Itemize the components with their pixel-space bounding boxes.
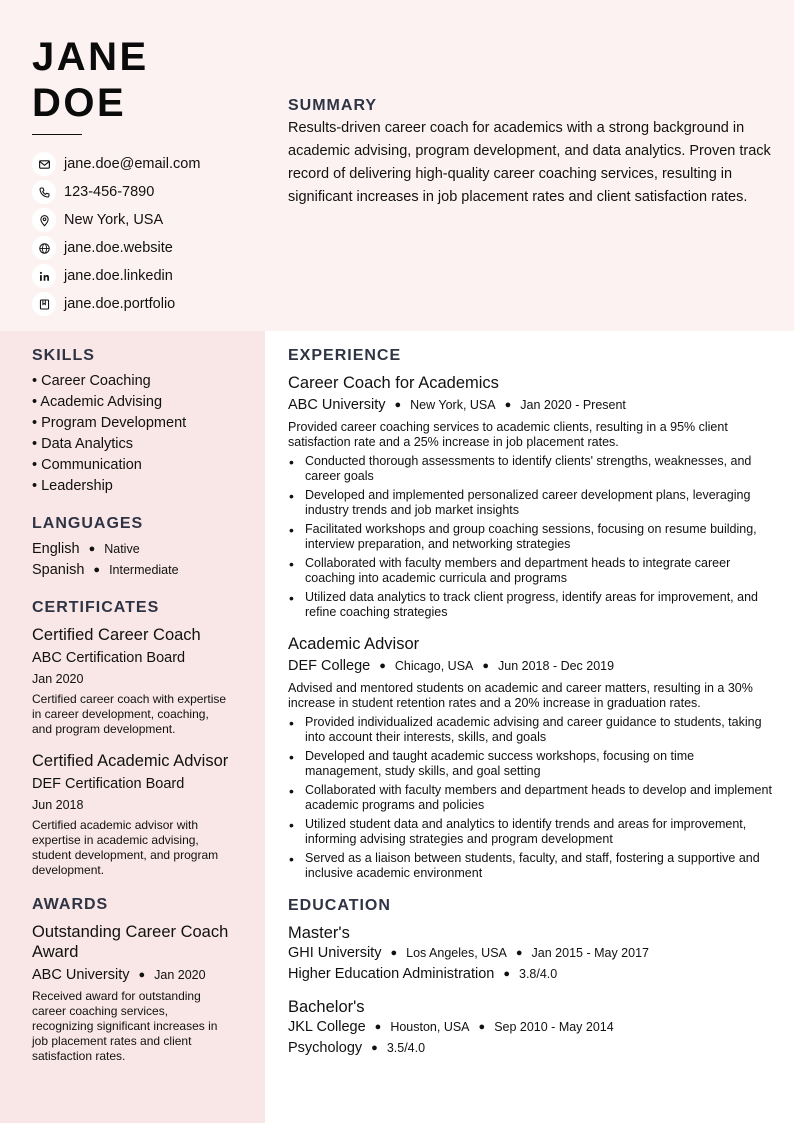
- contact-portfolio[interactable]: [32, 290, 200, 318]
- awards-heading: AWARDS: [32, 896, 109, 913]
- list-item: • Conducted thorough assessments to identify clients' strengths, weaknesses, and career goals: [288, 454, 773, 484]
- globe-icon: [32, 236, 56, 260]
- language-level: Intermediate: [109, 563, 179, 577]
- certificate-item: [32, 751, 232, 878]
- list-item: • Collaborated with faculty members and department heads to integrate career coaching into academic curricula and programs: [288, 556, 773, 586]
- language-row: [32, 539, 232, 560]
- education-section: [288, 897, 773, 1059]
- contact-email[interactable]: [32, 150, 200, 178]
- job-title: Academic Advisor: [288, 635, 420, 653]
- list-item: • Leadership: [32, 478, 113, 494]
- separator-dot: ●: [138, 969, 146, 981]
- education-school: GHI University: [288, 945, 382, 961]
- job-location: Chicago, USA: [394, 659, 474, 673]
- language-level: Native: [104, 542, 140, 556]
- language-name: English: [32, 541, 80, 557]
- contact-linkedin[interactable]: [32, 262, 200, 290]
- education-item: [288, 997, 773, 1059]
- contact-location-text: New York, USA: [64, 212, 164, 228]
- education-location: Houston, USA: [390, 1020, 470, 1034]
- languages-section: [32, 515, 232, 581]
- education-dates: Jan 2015 - May 2017: [531, 946, 649, 960]
- list-item: • Career Coaching: [32, 373, 151, 389]
- job-bullets: [288, 715, 773, 881]
- certificates-section: [32, 599, 232, 878]
- contact-portfolio-text: jane.doe.portfolio: [64, 296, 176, 312]
- name-underline: [32, 134, 82, 135]
- separator-dot: ●: [515, 947, 523, 959]
- summary-heading: SUMMARY: [288, 97, 378, 114]
- languages-heading: LANGUAGES: [32, 515, 144, 532]
- separator-dot: ●: [478, 1021, 486, 1033]
- job-title: Career Coach for Academics: [288, 374, 499, 392]
- skills-heading: SKILLS: [32, 347, 95, 364]
- award-description: Received award for outstanding career coaching services, recognizing significant increases in job placement rates and client satisfaction rates.: [32, 989, 218, 1063]
- list-item: • Data Analytics: [32, 436, 133, 452]
- job-meta: [288, 656, 773, 677]
- certificate-title: Certified Career Coach: [32, 626, 201, 644]
- contact-list: [32, 150, 200, 318]
- job-summary: Advised and mentored students on academic and career matters, resulting in a 30% increase in student retention rates and a 20% increase in graduation rates.: [288, 681, 753, 710]
- contact-location: [32, 206, 200, 234]
- main-column: [288, 347, 773, 1071]
- job-meta: [288, 395, 773, 416]
- skills-list: [32, 371, 232, 497]
- education-field: Higher Education Administration: [288, 966, 495, 982]
- list-item: • Served as a liaison between students, faculty, and staff, fostering a supportive and inclusive academic environment: [288, 851, 773, 881]
- education-heading: EDUCATION: [288, 897, 391, 914]
- education-location: Los Angeles, USA: [406, 946, 507, 960]
- certificate-title: Certified Academic Advisor: [32, 752, 229, 770]
- award-meta: [32, 965, 232, 985]
- list-item: • Program Development: [32, 415, 187, 431]
- certificate-issuer: DEF Certification Board: [32, 776, 185, 792]
- education-field: Psychology: [288, 1040, 363, 1056]
- language-name: Spanish: [32, 562, 85, 578]
- list-item: • Utilized student data and analytics to identify trends and areas for improvement, informing advising strategies and program development: [288, 817, 773, 847]
- list-item: • Collaborated with faculty members and department heads to develop and implement academic programs and policies: [288, 783, 773, 813]
- education-dates: Sep 2010 - May 2014: [494, 1020, 614, 1034]
- job-dates: Jan 2020 - Present: [520, 398, 626, 412]
- sidebar: [32, 347, 232, 1082]
- email-icon: [32, 152, 56, 176]
- job-location: New York, USA: [410, 398, 496, 412]
- certificate-date: Jun 2018: [32, 798, 84, 812]
- certificate-date: Jan 2020: [32, 672, 84, 686]
- education-degree: Bachelor's: [288, 998, 365, 1016]
- contact-website[interactable]: [32, 234, 200, 262]
- experience-section: [288, 347, 773, 881]
- contact-website-text: jane.doe.website: [64, 240, 173, 256]
- separator-dot: ●: [88, 543, 96, 555]
- contact-linkedin-text: jane.doe.linkedin: [64, 268, 173, 284]
- education-meta: [288, 943, 773, 964]
- experience-heading: EXPERIENCE: [288, 347, 402, 364]
- certificate-description: Certified academic advisor with expertise in academic advising, student development, and program development.: [32, 818, 219, 877]
- award-title: Outstanding Career Coach Award: [32, 923, 229, 961]
- separator-dot: ●: [504, 399, 512, 411]
- certificate-description: Certified career coach with expertise in career development, coaching, and program development.: [32, 692, 227, 736]
- list-item: • Developed and implemented personalized career development plans, leveraging industry trends and job market insights: [288, 488, 773, 518]
- phone-icon: [32, 180, 56, 204]
- list-item: • Facilitated workshops and group coaching sessions, focusing on resume building, interview preparation, and networking strategies: [288, 522, 773, 552]
- list-item: • Communication: [32, 457, 142, 473]
- first-name: JANE: [32, 35, 149, 79]
- award-item: [32, 922, 232, 1064]
- summary-section: [288, 97, 773, 209]
- education-item: [288, 923, 773, 985]
- job-summary: Provided career coaching services to academic clients, resulting in a 95% client satisfaction rate and a 25% increase in job placement rates.: [288, 420, 728, 449]
- award-issuer: ABC University: [32, 967, 130, 983]
- education-meta: [288, 1017, 773, 1038]
- linkedin-icon: [32, 264, 56, 288]
- certificate-issuer: ABC Certification Board: [32, 650, 186, 666]
- contact-phone-text: 123-456-7890: [64, 184, 155, 200]
- last-name: DOE: [32, 81, 127, 125]
- education-gpa: 3.5/4.0: [386, 1041, 426, 1055]
- list-item: • Academic Advising: [32, 394, 163, 410]
- certificate-item: [32, 625, 232, 737]
- education-degree: Master's: [288, 924, 350, 942]
- awards-section: [32, 896, 232, 1064]
- education-field-row: [288, 1038, 773, 1059]
- list-item: • Developed and taught academic success workshops, focusing on time management, study skills, and goal setting: [288, 749, 773, 779]
- education-school: JKL College: [288, 1019, 366, 1035]
- job-employer: ABC University: [288, 397, 386, 413]
- job-item: [288, 373, 773, 620]
- location-pin-icon: [32, 208, 56, 232]
- job-item: [288, 634, 773, 881]
- contact-email-text: jane.doe@email.com: [64, 156, 201, 172]
- job-employer: DEF College: [288, 658, 371, 674]
- education-field-row: [288, 964, 773, 985]
- separator-dot: ●: [374, 1021, 382, 1033]
- language-row: [32, 560, 232, 581]
- job-bullets: [288, 454, 773, 620]
- certificates-heading: CERTIFICATES: [32, 599, 160, 616]
- separator-dot: ●: [371, 1042, 378, 1054]
- separator-dot: ●: [482, 660, 490, 672]
- summary-text: Results-driven career coach for academics with a strong background in academic advising, program development, and data analytics. Proven track record of delivering high-quality career coaching services, resulting in significant increases in job placement rates and client satisfaction rates.: [288, 120, 771, 205]
- separator-dot: ●: [390, 947, 398, 959]
- award-date: Jan 2020: [154, 968, 206, 982]
- list-item: • Provided individualized academic advising and career guidance to students, taking into account their interests, skills, and goals: [288, 715, 773, 745]
- job-dates: Jun 2018 - Dec 2019: [498, 659, 615, 673]
- separator-dot: ●: [93, 564, 101, 576]
- education-gpa: 3.8/4.0: [519, 967, 558, 981]
- list-item: • Utilized data analytics to track client progress, identify areas for improvement, and refine coaching strategies: [288, 590, 773, 620]
- bookmark-icon: [32, 292, 56, 316]
- separator-dot: ●: [394, 399, 402, 411]
- candidate-name: [32, 34, 149, 126]
- separator-dot: ●: [503, 968, 510, 980]
- skills-section: [32, 347, 232, 497]
- separator-dot: ●: [379, 660, 386, 672]
- contact-phone[interactable]: [32, 178, 200, 206]
